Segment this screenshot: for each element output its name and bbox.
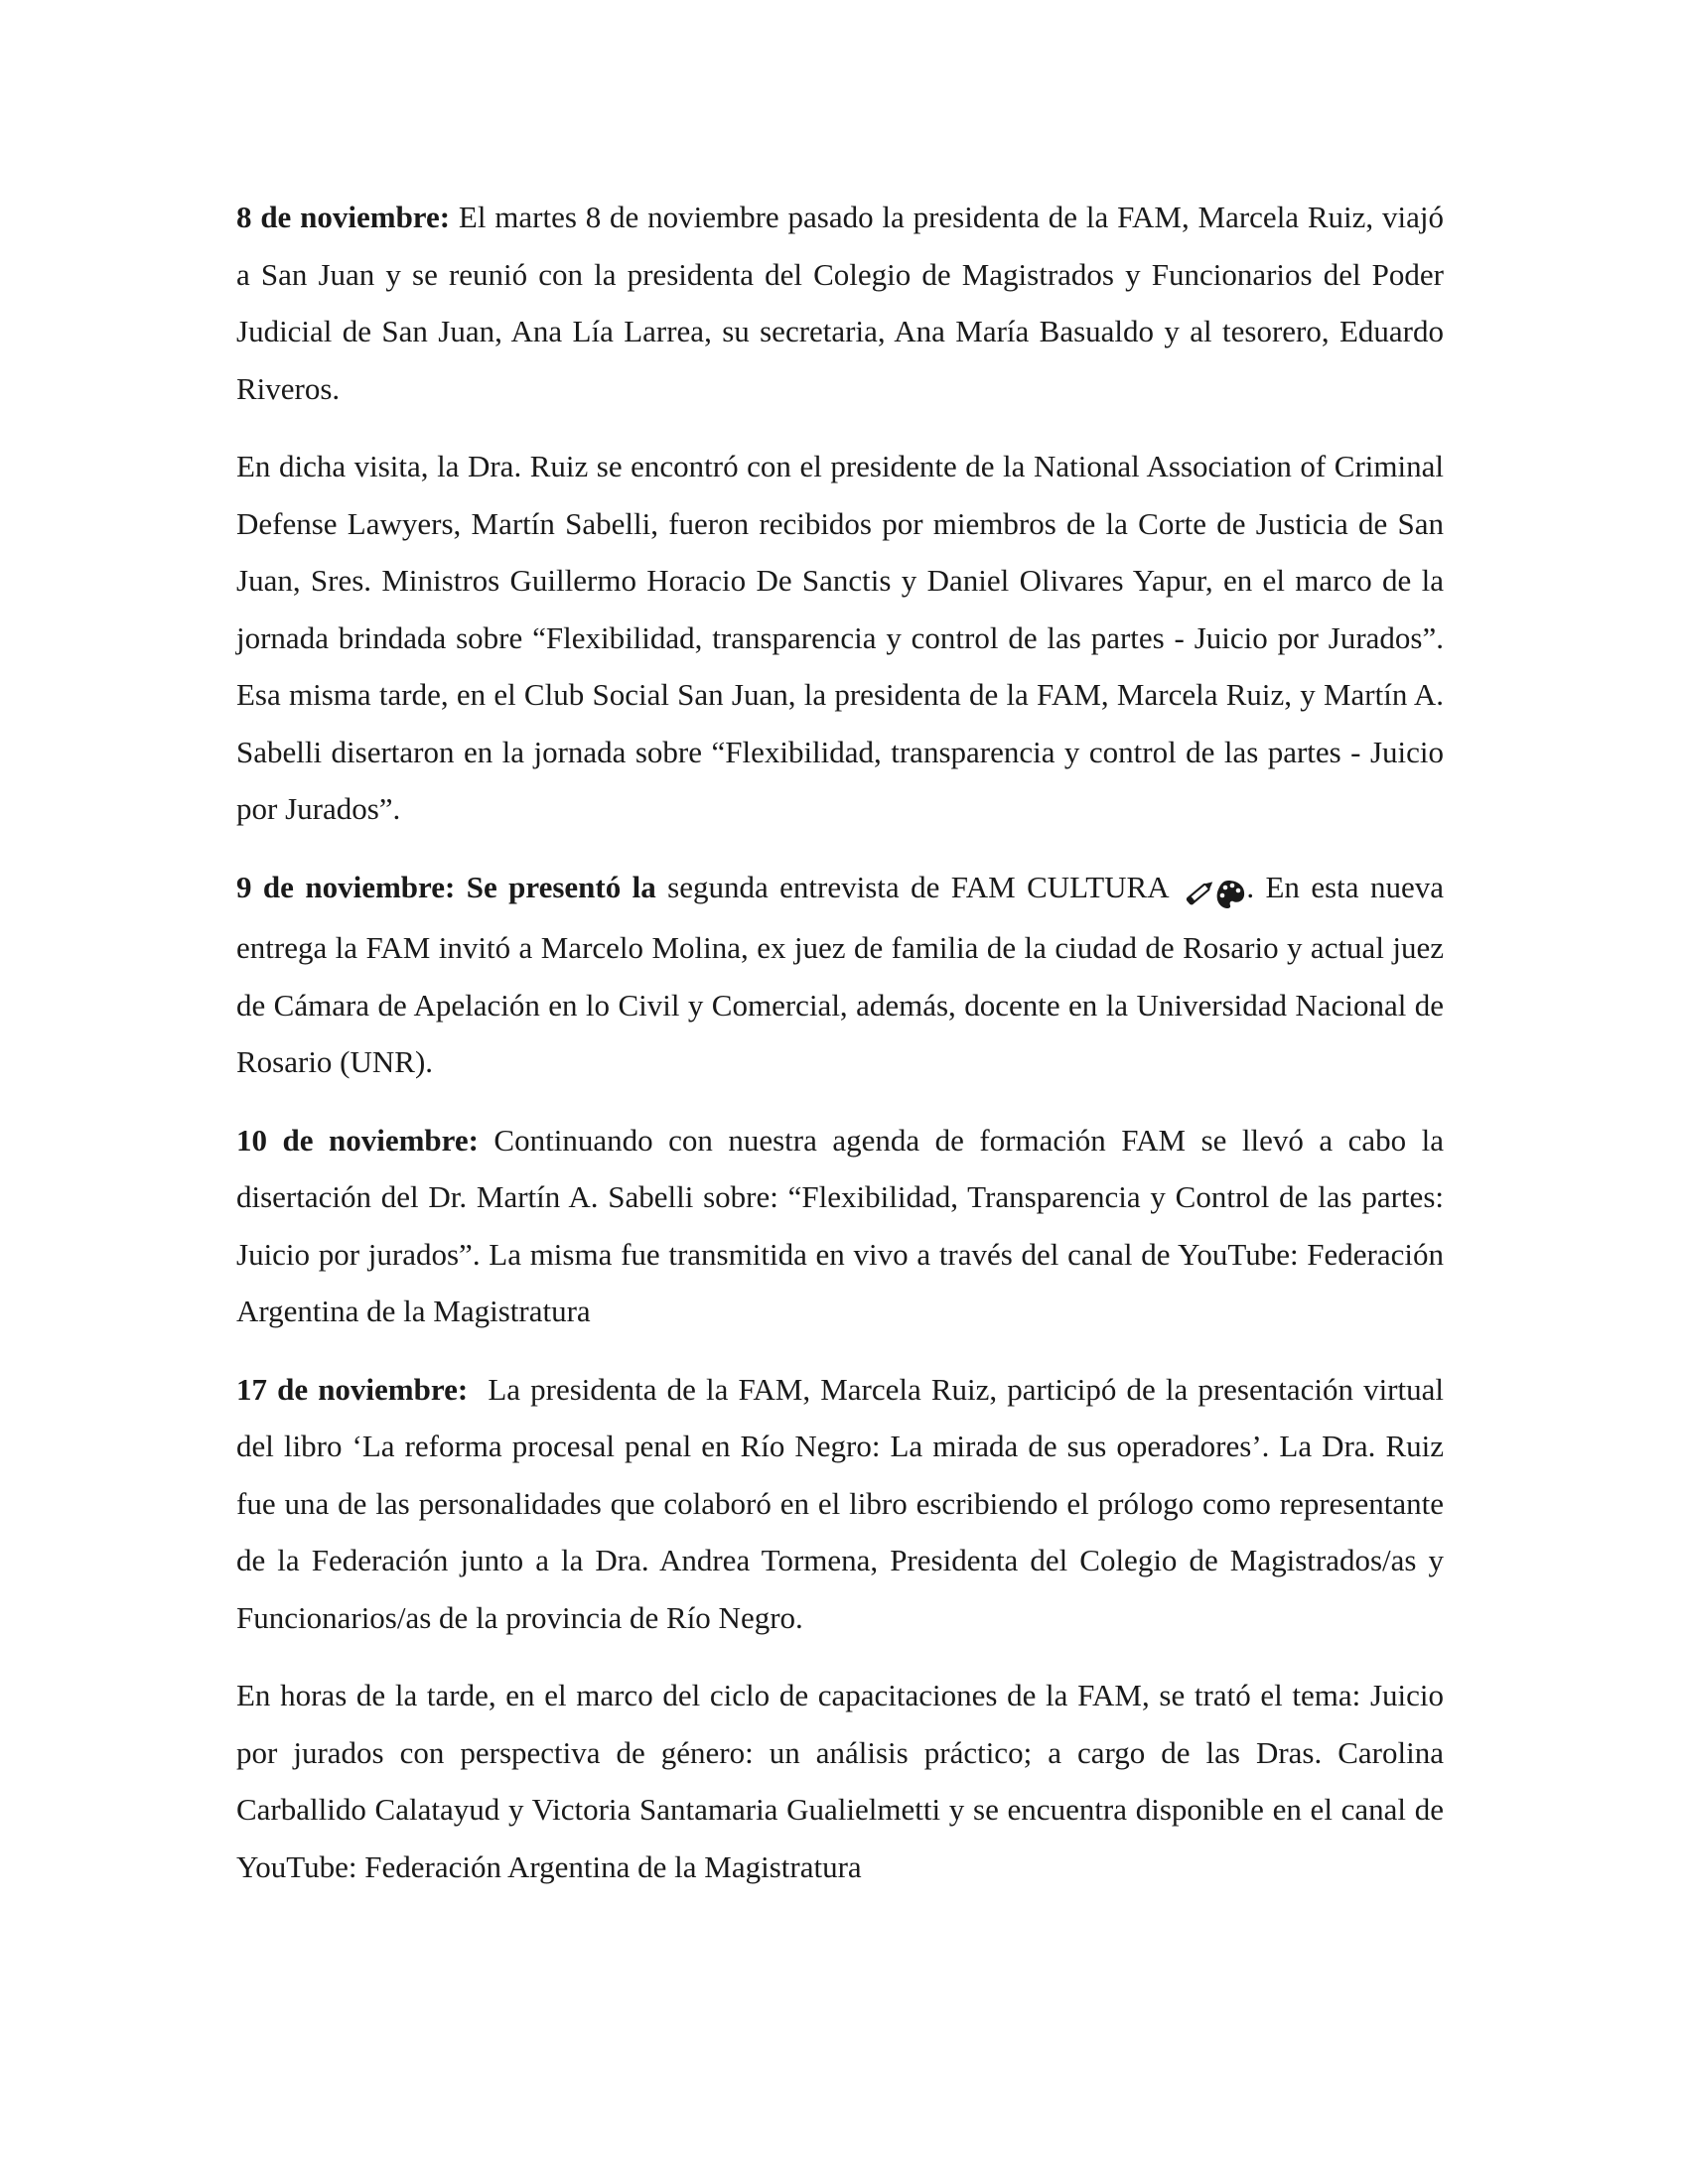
- paragraph-nov-9: [236, 859, 1444, 1091]
- paragraph-text: En horas de la tarde, en el marco del ciclo de capacitaciones de la FAM, se trató el tema: Juicio por jurados con perspectiva de género: un análisis práctico; a cargo de las Dras. Carolina Carballido Calatayud y Victoria Santamaria Gualielmetti y se encuentra disponible en el canal de YouTube: Federación Argentina de la Magistratura: [236, 1678, 1444, 1884]
- paragraph-text: En dicha visita, la Dra. Ruiz se encontró con el presidente de la National Association of Criminal Defense Lawyers, Martín Sabelli, fueron recibidos por miembros de la Corte de Justicia de San Juan, Sres. Ministros Guillermo Horacio De Sanctis y Daniel Olivares Yapur, en el marco de la jornada brindada sobre “Flexibilidad, transparencia y control de las partes - Juicio por Jurados”. Esa misma tarde, en el Club Social San Juan, la presidenta de la FAM, Marcela Ruiz, y Martín A. Sabelli disertaron en la jornada sobre “Flexibilidad, transparencia y control de las partes - Juicio por Jurados”.: [236, 449, 1444, 826]
- paragraph-text: . En esta nueva entrega la FAM invitó a Marcelo Molina, ex juez de familia de la ciudad de Rosario y actual juez de Cámara de Apelación en lo Civil y Comercial, además, docente en la Universidad Nacional de Rosario (UNR).: [236, 869, 1444, 1079]
- paragraph-visit-details: [236, 438, 1444, 838]
- paragraph-afternoon-training: [236, 1667, 1444, 1895]
- paragraph-text: La presidenta de la FAM, Marcela Ruiz, participó de la presentación virtual del libro ‘La reforma procesal penal en Río Negro: La mirada de sus operadores’. La Dra. Ruiz fue una de las personalidades que colaboró en el libro escribiendo el prólogo como representante de la Federación junto a la Dra. Andrea Tormena, Presidenta del Colegio de Magistrados/as y Funcionarios/as de la provincia de Río Negro.: [236, 1371, 1452, 1635]
- paragraph-date-label: 8 de noviembre:: [236, 200, 451, 234]
- paragraph-nov-8: [236, 189, 1444, 417]
- paragraph-nov-10: [236, 1112, 1444, 1340]
- paragraph-text: Continuando con nuestra agenda de formación FAM se llevó a cabo la disertación del Dr. Martín A. Sabelli sobre: “Flexibilidad, Transparencia y Control de las partes: Juicio por jurados”. La misma fue transmitida en vivo a través del canal de YouTube: Federación Argentina de la Magistratura: [236, 1122, 1444, 1328]
- pen-and-palette-icon: [1183, 863, 1246, 920]
- paragraph-date-label: 9 de noviembre: Se presentó la: [236, 869, 656, 904]
- document-page: [236, 189, 1452, 1916]
- paragraph-nov-17: [236, 1361, 1452, 1647]
- paragraph-date-label: 17 de noviembre:: [236, 1371, 469, 1407]
- paragraph-date-label: 10 de noviembre:: [236, 1122, 479, 1158]
- paragraph-text: segunda entrevista de FAM CULTURA: [655, 869, 1180, 904]
- paragraph-text: El martes 8 de noviembre pasado la presidenta de la FAM, Marcela Ruiz, viajó a San Juan y se reunió con la presidenta del Colegio de Magistrados y Funcionarios del Poder Judicial de San Juan, Ana Lía Larrea, su secretaria, Ana María Basualdo y al tesorero, Eduardo Riveros.: [236, 200, 1444, 406]
